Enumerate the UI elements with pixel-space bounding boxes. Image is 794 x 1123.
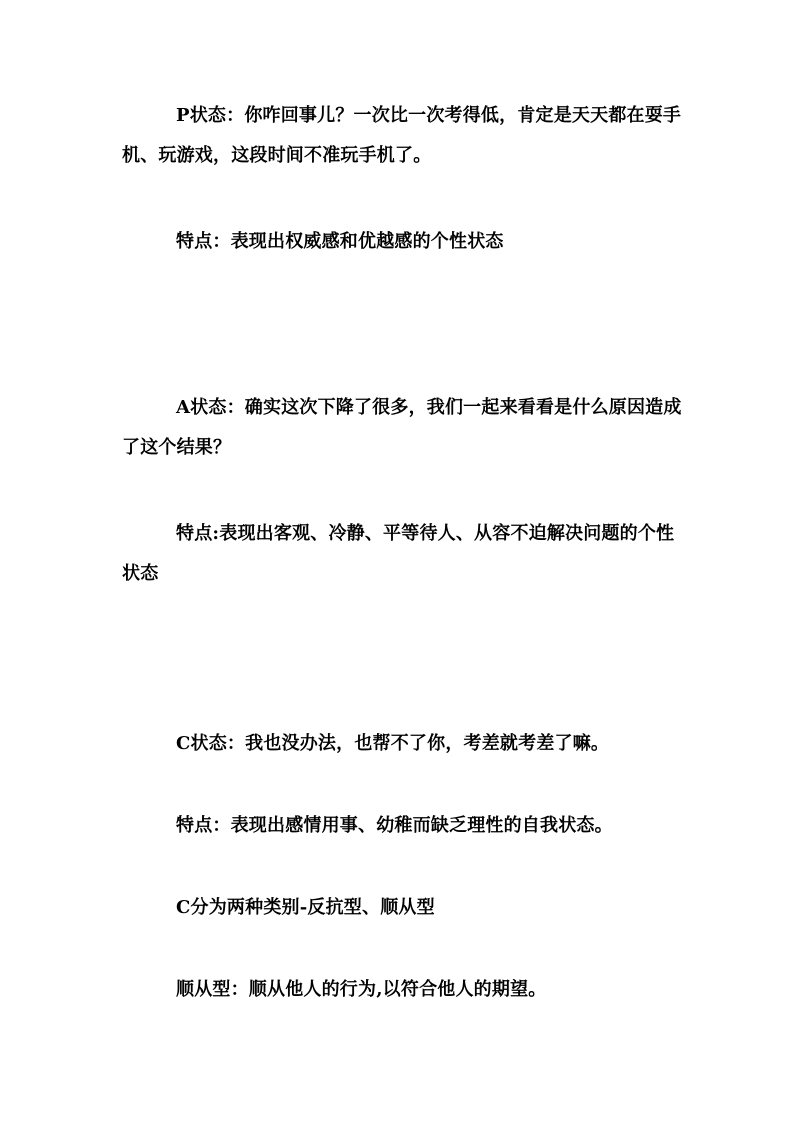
p-state-example: P状态：你咋回事儿？一次比一次考得低，肯定是天天都在耍手机、玩游戏，这段时间不准玩手机了。: [122, 105, 682, 166]
a-state-trait: 特点:表现出客观、冷静、平等待人、从容不迫解决问题的个性状态: [122, 523, 675, 584]
p-state-trait: 特点：表现出权威感和优越感的个性状态: [176, 231, 504, 252]
compliant-type-definition: 顺从型：顺从他人的行为,以符合他人的期望。: [176, 979, 547, 1000]
c-state-trait: 特点：表现出感情用事、幼稚而缺乏理性的自我状态。: [176, 815, 613, 836]
c-state-categories: C分为两种类别-反抗型、顺从型: [176, 897, 435, 918]
a-state-example: A状态：确实这次下降了很多，我们一起来看看是什么原因造成了这个结果？: [122, 397, 682, 458]
c-state-example: C状态：我也没办法，也帮不了你，考差就考差了嘛。: [176, 733, 610, 754]
